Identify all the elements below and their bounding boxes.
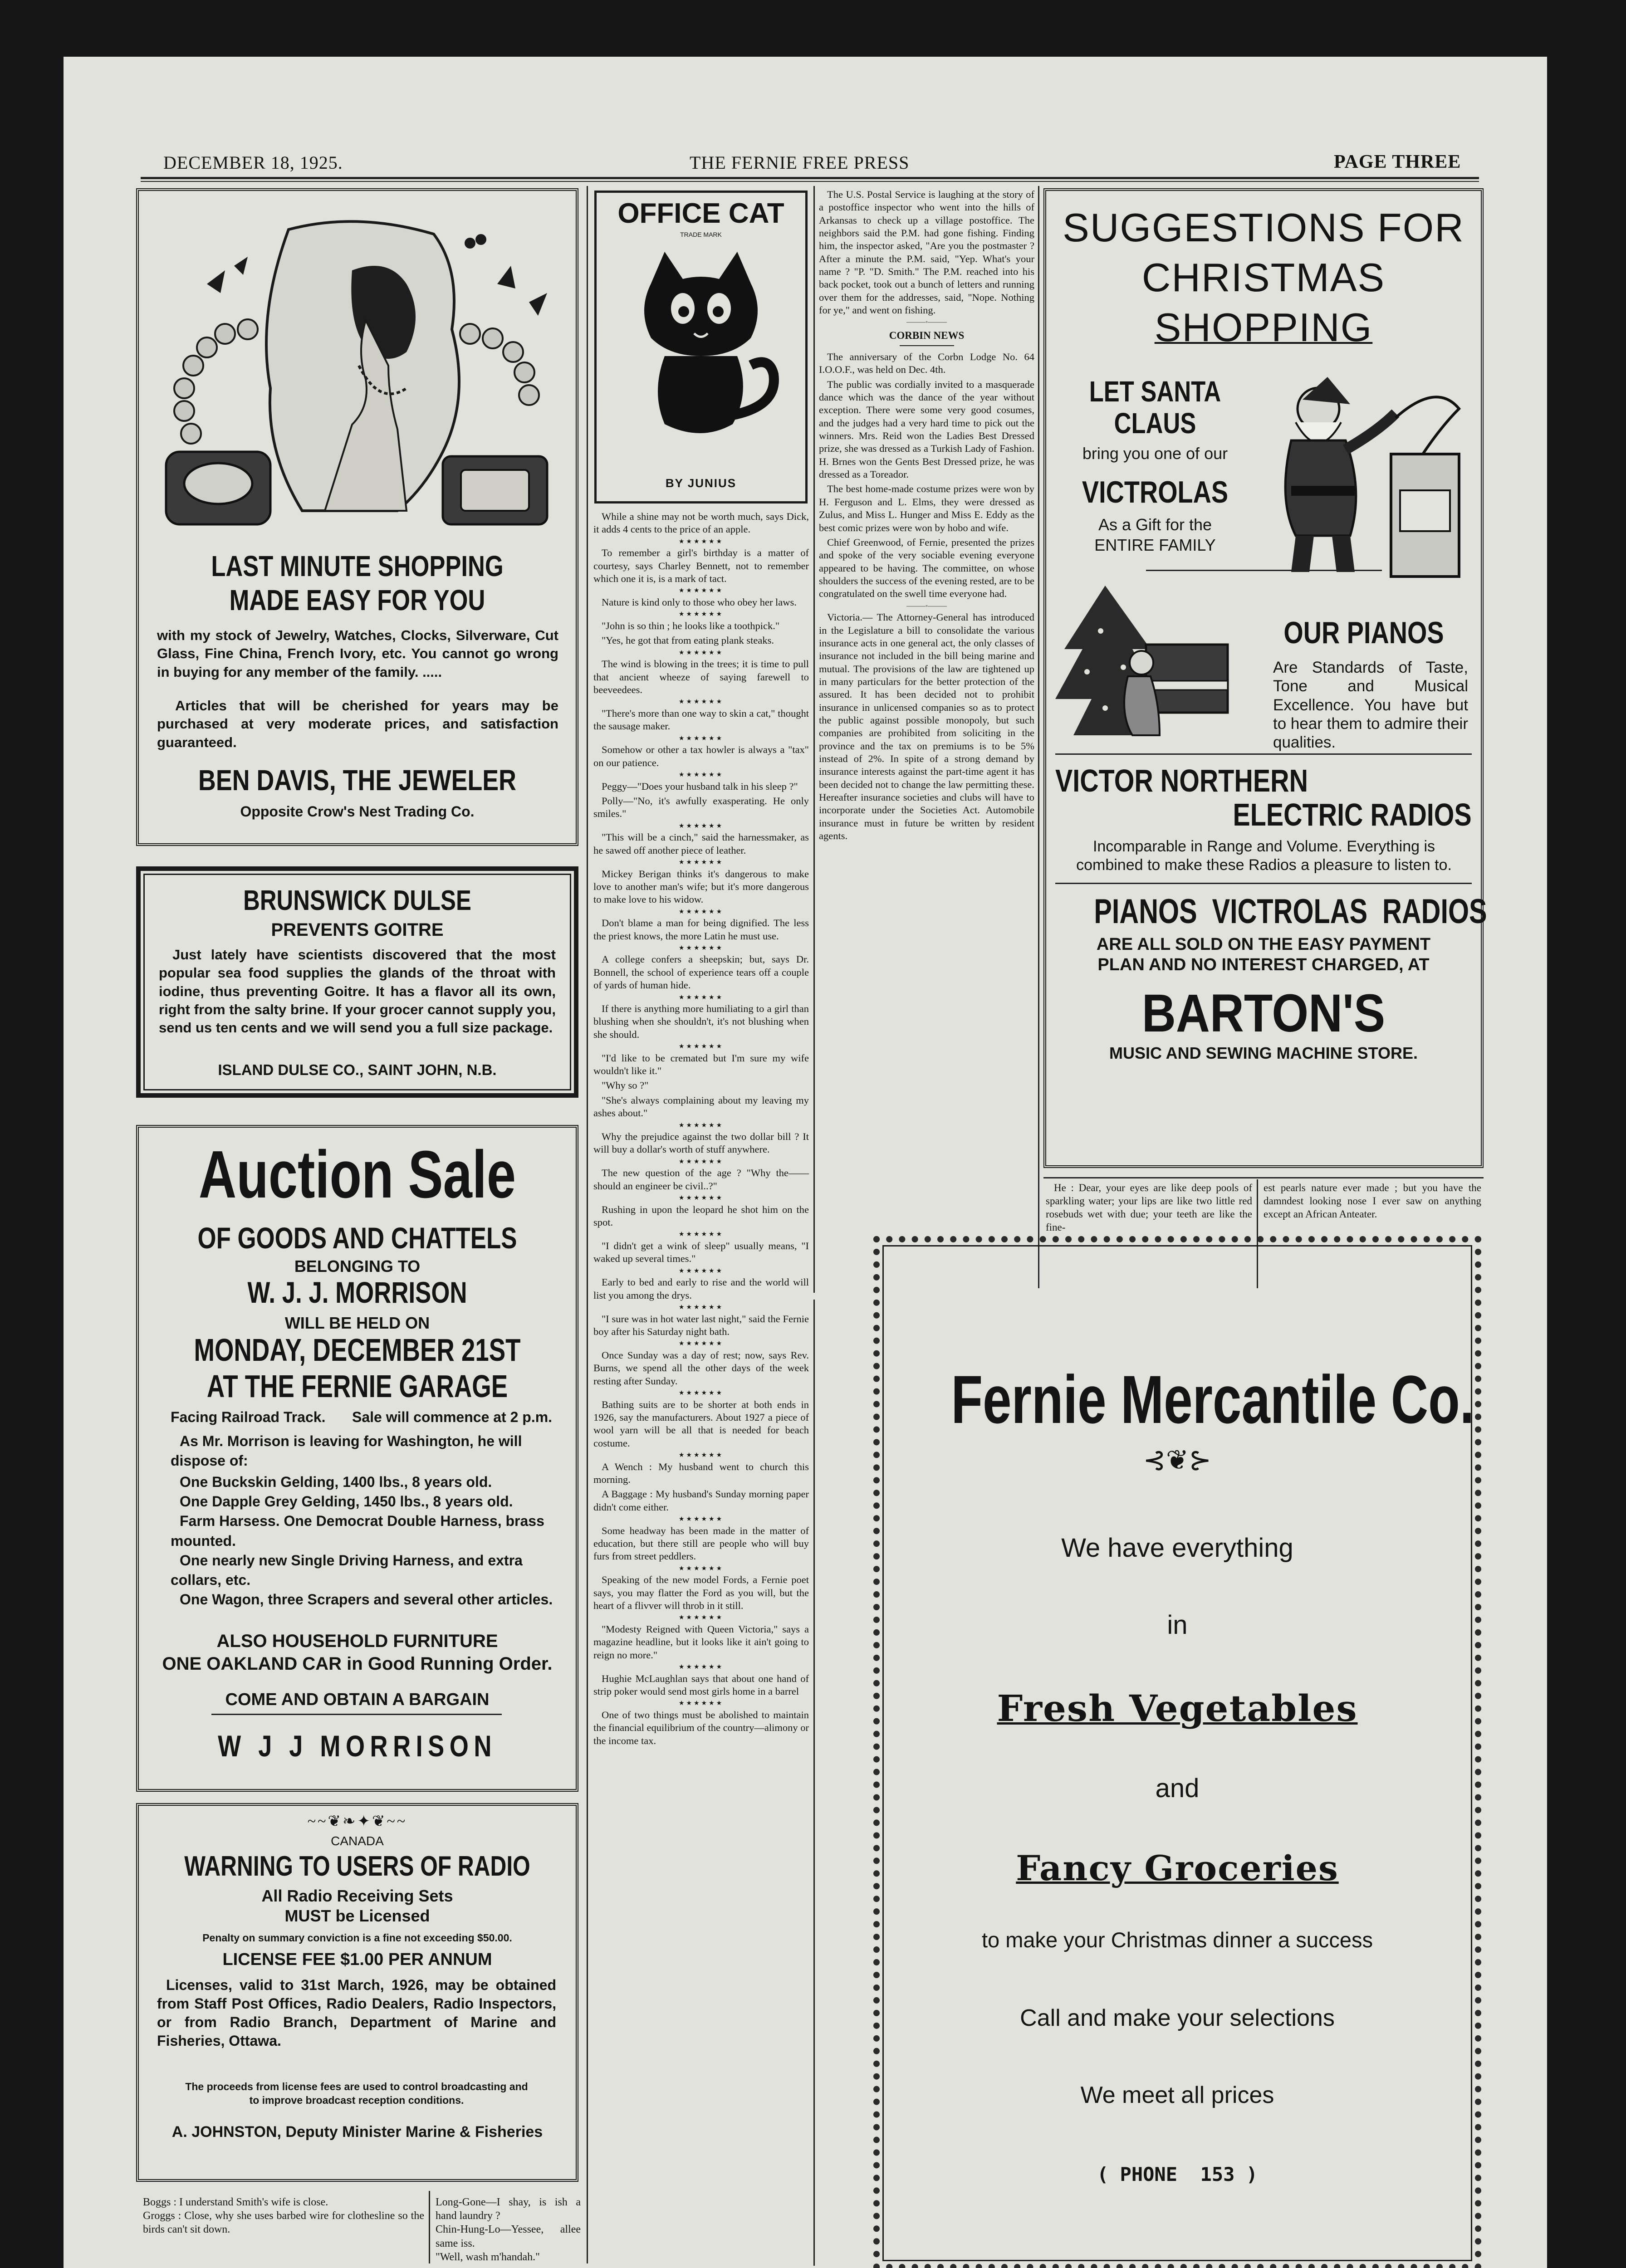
barton-victor-body: Incomparable in Range and Volume. Everything is combined to make these Radios a pleasure to listen to. [1076, 838, 1452, 874]
barton-title-3: SHOPPING [1154, 305, 1373, 350]
column-rule [813, 186, 815, 1293]
dulse-ad [136, 866, 578, 1098]
section-rule [1043, 1177, 1484, 1178]
barton-divider [1055, 753, 1472, 755]
divider: ———◦——— [906, 602, 947, 610]
star-divider: ★★★★★★ [678, 908, 724, 915]
corbin-paragraph: The anniversary of the Corbn Lodge No. 64 I.O.O.F., was held on Dec. 4th. [819, 351, 1034, 376]
barton-santa-2: CLAUS [1114, 407, 1196, 440]
star-divider: ★★★★★★ [678, 1664, 724, 1671]
star-divider: ★★★★★★ [678, 1267, 724, 1275]
star-divider: ★★★★★★ [678, 538, 724, 545]
star-divider: ★★★★★★ [678, 649, 724, 656]
star-divider: ★★★★★★ [678, 1390, 724, 1397]
auction-item: One Buckskin Gelding, 1400 lbs., 8 years old. [180, 1474, 492, 1490]
column-item: A college confers a sheepskin; but, says Dr. Bonnell, the school of experience tears off a couple of yards of human hide. [593, 953, 809, 991]
jeweler-address: Opposite Crow's Nest Trading Co. [240, 803, 475, 820]
star-divider: ★★★★★★ [678, 944, 724, 952]
corbin-paragraph: Chief Greenwood, of Fernie, presented the prizes and spoke of the very sociable evening everyone appeared to be having. The committee, on whose shoulders the success of the evening rested, are to be congratulated on the swell time everyone had. [819, 536, 1034, 600]
column-item: Bathing suits are to be shorter at both ends in 1926, say the manufacturers. About 1927 a piece of wool yarn will be all that is needed for beach costume. [593, 1398, 809, 1449]
page-number: PAGE THREE [1334, 152, 1461, 172]
header-rule [141, 177, 1479, 179]
auction-line-1: OF GOODS AND CHATTELS [197, 1221, 517, 1255]
star-divider: ★★★★★★ [678, 1452, 724, 1459]
star-divider: ★★★★★★ [678, 1565, 724, 1572]
auction-items [171, 1472, 556, 1609]
mercantile-line-2: in [1167, 1610, 1188, 1640]
lady-with-pearls-icon [152, 216, 563, 529]
mercantile-line-6: to make your Christmas dinner a success [982, 1928, 1373, 1952]
barton-gift-2: ENTIRE FAMILY [1094, 536, 1216, 554]
auction-signature: W J J MORRISON [218, 1729, 497, 1763]
column-item: To remember a girl's birthday is a matter of courtesy, says Charley Bennett, not to remember which one it is, is a mark of tact. [593, 547, 809, 584]
star-divider: ★★★★★★ [678, 1304, 724, 1311]
long-gone-joke [436, 2195, 581, 2264]
black-cat-icon [597, 243, 805, 451]
column-rule [587, 186, 588, 2263]
auction-place: AT THE FERNIE GARAGE [206, 1369, 508, 1404]
news-column [819, 188, 1034, 1290]
auction-line-2: BELONGING TO [294, 1257, 421, 1276]
mercantile-line-1: We have everything [1061, 1533, 1293, 1563]
star-divider: ★★★★★★ [678, 699, 724, 706]
column-item: Speaking of the new model Fords, a Fernie poet says, you may flatter the Ford as you will, but the heart of a flivver will throb in it still. [593, 1574, 809, 1611]
column-item: If there is anything more humiliating to a girl than blushing when she shouldn't, it's not blushing when she should. [593, 1003, 809, 1040]
auction-item: One Dapple Grey Gelding, 1450 lbs., 8 years old. [180, 1493, 513, 1510]
column-item: "There's more than one way to skin a cat," thought the sausage maker. [593, 707, 809, 732]
postal-story: The U.S. Postal Service is laughing at the story of a postoffice inspector who went into the hills of Arkansas to check up a village postoffice. The neighbors said the P.M. had gone fishing. Finding him, the inspector asked, "Are you the postmaster ? After a minute the P.M. said, "Yep. What's your name ? "P. "D. Smith." The P.M. reached into his back pocket, took out a bunch of letters and running over them for the addresses, said, "Nope. Nothing for ye," and went on fishing. [819, 189, 1034, 316]
newspaper-page [64, 57, 1547, 2268]
column-item: A Wench : My husband went to church this morning. [593, 1461, 809, 1485]
auction-bargain: COME AND OBTAIN A BARGAIN [225, 1690, 490, 1709]
column-item: "Why so ?" [602, 1080, 649, 1091]
barton-title-2: CHRISTMAS [1141, 255, 1386, 300]
dulse-subtitle: PREVENTS GOITRE [271, 920, 444, 940]
auction-item: One Wagon, three Scrapers and several other articles. [180, 1591, 553, 1608]
auction-owner: W. J. J. MORRISON [247, 1276, 467, 1309]
column-item: Don't blame a man for being dignified. The less the priest knows, the more Latin he must use. [593, 917, 809, 942]
dulse-body: Just lately have scientists discovered that the most popular sea food supplies the glands of the throat with iodine, thus preventing Goitre. It has a flavor all its own, right from the salty brine. If your grocer cannot supply you, send us ten cents and we will send you a full size package. [159, 947, 556, 1036]
column-item: Peggy—"Does your husband talk in his sleep ?" [602, 780, 798, 792]
office-cat-logo [594, 191, 808, 503]
column-item: "John is so thin ; he looks like a toothpick." [602, 620, 780, 631]
barton-victor-1: VICTOR NORTHERN [1055, 763, 1308, 798]
star-divider: ★★★★★★ [678, 994, 724, 1001]
column-rule [1038, 186, 1039, 1288]
column-rule [813, 1300, 815, 2266]
column-item: Why the prejudice against the two dollar bill ? It will buy a dollar's worth of stuff anywhere. [593, 1131, 809, 1155]
star-divider: ★★★★★★ [678, 1158, 724, 1165]
barton-pianos-body: Are Standards of Taste, Tone and Musical Excellence. You have but to hear them to admire their qualities. [1273, 659, 1468, 752]
auction-facing: Facing Railroad Track. [171, 1409, 326, 1425]
column-item: Rushing in upon the leopard he shot him on the spot. [593, 1203, 809, 1228]
boggs-joke-text: Boggs : I understand Smith's wife is close. Groggs : Close, why she uses barbed wire for clothesline so the birds can't sit down. [143, 2196, 424, 2236]
star-divider: ★★★★★★ [678, 1700, 724, 1707]
issue-date: DECEMBER 18, 1925. [163, 152, 343, 173]
flourish-icon: ⊰❦⊱ [1143, 1445, 1212, 1475]
column-item: Hughie McLaughlan says that about one hand of strip poker would send most girls home in a barrel [593, 1672, 809, 1697]
mercantile-phone: ( PHONE 153 ) [1097, 2163, 1258, 2185]
column-item: "I sure was in hot water last night," said the Fernie boy after his Saturday night bath. [593, 1313, 809, 1338]
corbin-paragraph: The best home-made costume prizes were won by H. Ferguson and L. Elms, they were dressed as Zulus, and Miss L. Hunger and Miss E. Eddy as the best comic prizes were won by hobo and wife. [819, 483, 1034, 533]
jewelry-lady-illustration [152, 216, 563, 529]
star-divider: ★★★★★★ [678, 611, 724, 618]
jeweler-body-1: with my stock of Jewelry, Watches, Clocks, Silverware, Cut Glass, Fine China, French Ivory, etc. You cannot go wrong in buying for any member of the family. ..... [157, 627, 558, 680]
radio-fee: LICENSE FEE $1.00 PER ANNUM [222, 1950, 492, 1969]
he-joke-b [1264, 1182, 1481, 1223]
column-item: Polly—"No, it's awfully exasperating. He only smiles." [593, 795, 809, 820]
auction-car: ONE OAKLAND CAR in Good Running Order. [162, 1654, 553, 1674]
heading-rule [900, 345, 954, 346]
barton-easy-2: PLAN AND NO INTEREST CHARGED, AT [1097, 955, 1430, 974]
mercantile-line-5: Fancy Groceries [1016, 1848, 1339, 1888]
jeweler-headline-2: MADE EASY FOR YOU [229, 584, 485, 616]
office-cat-title: OFFICE CAT [617, 198, 784, 229]
barton-santa-3: bring you one of our [1082, 444, 1228, 463]
paper-name: THE FERNIE FREE PRESS [690, 152, 910, 173]
star-divider: ★★★★★★ [678, 859, 724, 866]
jeweler-body-2: Articles that will be cherished for years may be purchased at very moderate prices, and satisfaction guaranteed. [157, 698, 558, 750]
auction-time: Sale will commence at 2 p.m. [352, 1409, 553, 1425]
jeweler-ad [136, 188, 578, 846]
page-header [64, 57, 1547, 188]
column-item: Early to bed and early to rise and the world will list you among the drys. [593, 1276, 809, 1301]
auction-rule [211, 1714, 502, 1715]
mercantile-name: Fernie Mercantile Co. [951, 1361, 1474, 1437]
radio-line-2: MUST be Licensed [284, 1906, 430, 1925]
barton-pianos: OUR PIANOS [1283, 616, 1444, 650]
boggs-joke [143, 2195, 424, 2237]
column-item: While a shine may not be worth much, says Dick, it adds 4 cents to the price of an apple. [593, 511, 809, 535]
barton-victrolas: VICTROLAS [1082, 475, 1229, 509]
radio-signed: A. JOHNSTON, Deputy Minister Marine & Fisheries [171, 2123, 543, 2141]
column-item: "This will be a cinch," said the harnessmaker, as he sawed off another piece of leather. [593, 831, 809, 856]
radio-line-1: All Radio Receiving Sets [261, 1887, 453, 1905]
star-divider: ★★★★★★ [678, 1340, 724, 1348]
barton-santa-1: LET SANTA [1089, 375, 1221, 408]
santa-with-victrola-icon [1259, 372, 1473, 586]
corbin-news-heading: CORBIN NEWS [889, 330, 965, 342]
office-cat-column [593, 510, 809, 2266]
star-divider: ★★★★★★ [678, 735, 724, 742]
star-divider: ★★★★★★ [678, 1195, 724, 1202]
star-divider: ★★★★★★ [678, 822, 724, 830]
star-divider: ★★★★★★ [678, 1614, 724, 1622]
auction-household: ALSO HOUSEHOLD FURNITURE [216, 1631, 498, 1651]
dulse-company: ISLAND DULSE CO., SAINT JOHN, N.B. [218, 1061, 497, 1078]
auction-date: MONDAY, DECEMBER 21ST [194, 1332, 521, 1368]
barton-divider [1146, 570, 1382, 571]
dulse-title: BRUNSWICK DULSE [243, 885, 471, 916]
barton-pvr: PIANOS VICTROLAS RADIOS [1094, 892, 1487, 931]
mercantile-line-3: Fresh Vegetables [997, 1687, 1358, 1730]
column-item: One of two things must be abolished to maintain the financial equilibrium of the country—alimony or the income tax. [593, 1709, 809, 1746]
he-joke-text-b: est pearls nature ever made ; but you have the damndest looking nose I ever saw on anything except an African Anteater. [1264, 1182, 1481, 1220]
christmas-tree-piano-icon [1055, 581, 1237, 744]
column-item: "I didn't get a wink of sleep" usually means, "I waked up several times." [593, 1240, 809, 1265]
auction-line-3: WILL BE HELD ON [284, 1314, 430, 1332]
corbin-paragraph: The public was cordially invited to a masquerade dance which was the dance of the year without exception. There were some very good cosumes, and the judges had a very hard time to pick out the winners. Mrs. Reid won the Ladies Best Dressed prize, she was dressed as a Turkish Lady of Fashion. H. Brnes won the Gents Best Dressed prize, he was dressed as a Toreador. [819, 378, 1034, 480]
column-item: The wind is blowing in the trees; it is time to pull that ancient wheeze of saying farewell to beeveedees. [593, 658, 809, 695]
auction-item: One nearly new Single Driving Harness, and extra collars, etc. [171, 1552, 523, 1588]
star-divider: ★★★★★★ [678, 1043, 724, 1051]
column-item: Mickey Berigan thinks it's dangerous to make love to another man's wife; but it's more dangerous to make love to his widow. [593, 868, 809, 905]
he-joke-a [1046, 1182, 1252, 1236]
auction-ad [136, 1125, 578, 1792]
mercantile-line-7: Call and make your selections [1020, 2005, 1335, 2031]
star-divider: ★★★★★★ [678, 1122, 724, 1129]
barton-victor-2: ELECTRIC RADIOS [1233, 797, 1472, 832]
barton-divider [1055, 883, 1472, 884]
header-rule-thin [141, 181, 1479, 182]
barton-store: BARTON'S [1141, 983, 1386, 1043]
divider: ———◦——— [906, 319, 947, 326]
column-item: "Yes, he got that from eating plank steaks. [602, 635, 774, 646]
long-gone-joke-text: Long-Gone—I shay, is ish a hand laundry ? Chin-Hung-Lo—Yessee, allee same iss. "Well, wash m'handah." [436, 2196, 581, 2263]
column-item: The new question of the age ? "Why the—— should an engineer be civil..?" [593, 1167, 809, 1192]
office-cat-byline: BY JUNIUS [665, 476, 737, 490]
column-item: "Modesty Reigned with Queen Victoria," says a magazine headline, but it looks like it ain't going to reign no more." [593, 1623, 809, 1661]
column-item: Somehow or other a tax howler is always a "tax" on our patience. [593, 744, 809, 768]
mercantile-line-8: We meet all prices [1080, 2082, 1274, 2108]
auction-item: Farm Harsess. One Democrat Double Harness, brass mounted. [171, 1513, 544, 1549]
he-joke-text-a: He : Dear, your eyes are like deep pools of sparkling water; your lips are like two little red rosebuds wet with due; your teeth are like the fine- [1046, 1182, 1252, 1233]
radio-title: WARNING TO USERS OF RADIO [184, 1851, 530, 1882]
barton-title-1: SUGGESTIONS FOR [1063, 205, 1464, 250]
radio-body: Licenses, valid to 31st March, 1926, may be obtained from Staff Post Offices, Radio Dealers, Radio Inspectors, or from Radio Branch, Department of Marine and Fisheries, Ottawa. [157, 1977, 556, 2049]
radio-country: CANADA [331, 1834, 384, 1848]
star-divider: ★★★★★★ [678, 771, 724, 778]
star-divider: ★★★★★★ [678, 587, 724, 595]
jeweler-name: BEN DAVIS, THE JEWELER [198, 764, 516, 797]
radio-warning-ad [136, 1803, 578, 2182]
jeweler-headline-1: LAST MINUTE SHOPPING [211, 550, 504, 582]
star-divider: ★★★★★★ [678, 1516, 724, 1523]
column-item: Some headway has been made in the matter of education, but there still are people who will buy furs from street peddlers. [593, 1525, 809, 1562]
star-divider: ★★★★★★ [678, 1231, 724, 1238]
barton-gift-1: As a Gift for the [1098, 515, 1212, 534]
barton-easy-1: ARE ALL SOLD ON THE EASY PAYMENT [1096, 935, 1431, 954]
mercantile-line-4: and [1155, 1774, 1200, 1803]
barton-store-sub: MUSIC AND SEWING MACHINE STORE. [1109, 1044, 1418, 1062]
column-item: A Baggage : My husband's Sunday morning paper didn't come either. [593, 1488, 809, 1513]
bartons-ad [1043, 188, 1487, 1168]
radio-proceeds: The proceeds from license fees are used to control broadcasting and to improve broadcast reception conditions. [185, 2081, 528, 2106]
column-item: Once Sunday was a day of rest; now, says Rev. Burns, we spend all the other days of the week resting after Sunday. [593, 1349, 809, 1387]
auction-intro: As Mr. Morrison is leaving for Washington, he will dispose of: [171, 1433, 522, 1469]
ornament-icon: ~~❦❧✦❦~~ [307, 1813, 407, 1830]
column-item: Nature is kind only to those who obey her laws. [602, 596, 797, 608]
column-item: "She's always complaining about my leaving my ashes about." [593, 1094, 809, 1119]
column-item: "I'd like to be cremated but I'm sure my wife wouldn't like it." [593, 1052, 809, 1077]
victoria-story: Victoria.— The Attorney-General has introduced in the Legislature a bill to consolidate the various insurance acts in one general act, the only classes of insurance not included in the bill being marine and mutual. The provisions of the law are tightened up in many particulars for the better protection of the assured. It has been decided not to prohibit insurance in unlicensed companies so as to protect the public against possible monopoly, but such companies are prohibited from soliciting in the province and the tax on premiums is to be 5% instead of 2%. In spite of a strong demand by insurance interests against the part-time agent it has been decided not to change the law permitting these. Hereafter insurance societies and clubs will have to incorporate under the Societies Act. Automobile insurance must in future be written by resident agents. [819, 611, 1034, 842]
office-cat-trademark: TRADE MARK [680, 231, 722, 238]
fernie-mercantile-ad [873, 1236, 1481, 2268]
column-rule [429, 2191, 430, 2263]
auction-title: Auction Sale [198, 1137, 516, 1212]
radio-penalty: Penalty on summary conviction is a fine not exceeding $50.00. [202, 1932, 512, 1944]
